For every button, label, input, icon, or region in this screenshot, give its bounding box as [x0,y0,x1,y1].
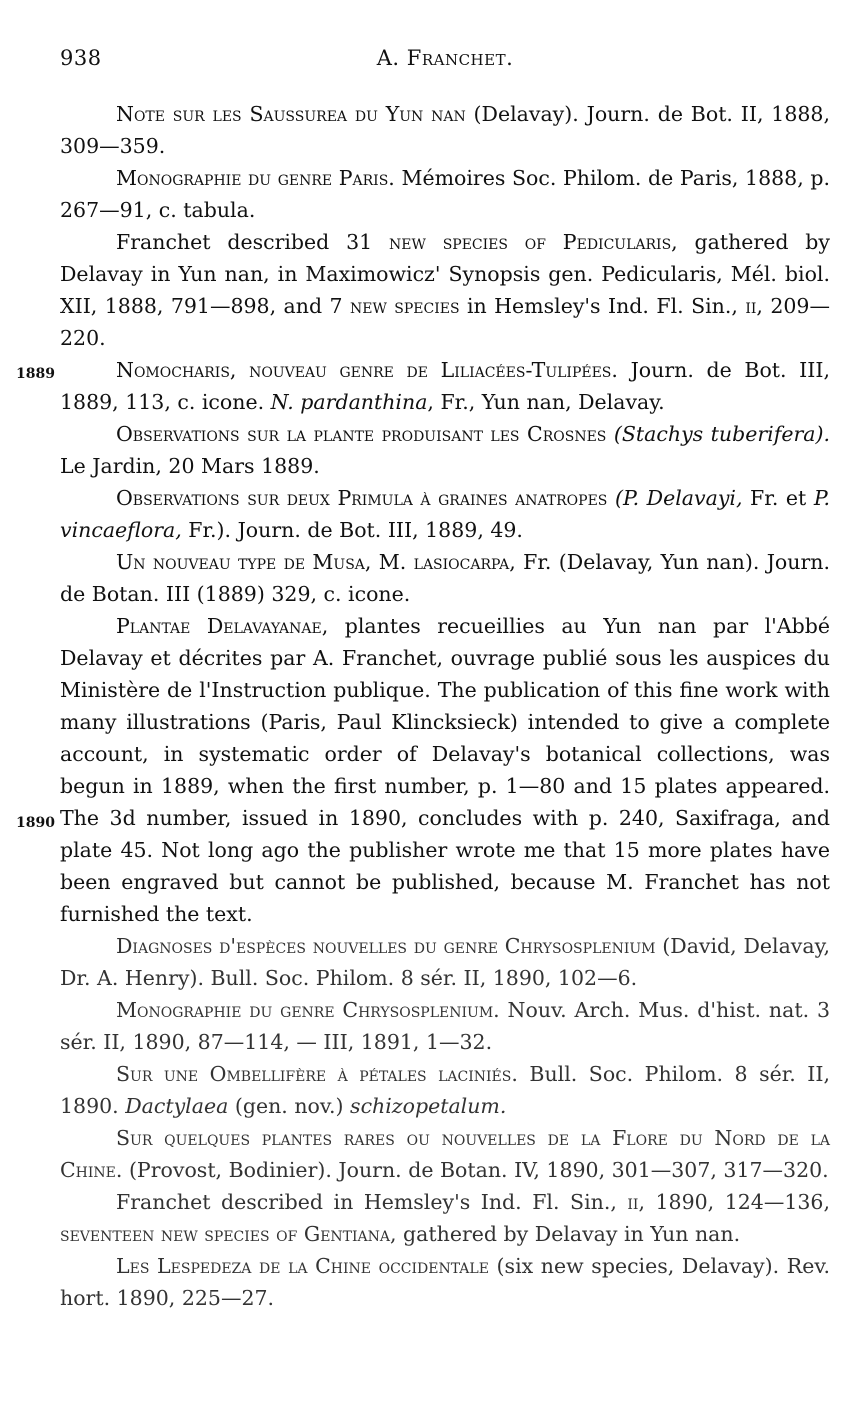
entry-citation: Nouv. Arch. Mus. d'hist. nat. 3 sér. II, 1890, 87—114, — III, 1891, 1—32. [60,998,831,1054]
entry-musa [60,546,830,610]
entry-species: Dactylaea [125,1094,229,1118]
entry-volume: ii [627,1190,639,1214]
entry-title: seventeen new species of Gentiana [60,1222,391,1246]
entry-citation: (Delavay). Journ. de Bot. II, 1888, 309—359. [60,102,830,158]
entry-title: Les Lespedeza de la Chine occidentale [116,1254,489,1278]
entry-citation: Fr. et [742,486,814,510]
entry-title: Observations sur deux Primula à graines anatropes [116,486,608,510]
entry-title: Observations sur la plante produisant les Crosnes [116,422,607,446]
entry-species: schizopetalum. [350,1094,507,1118]
entry-title: Nomocharis, nouveau genre de Liliacées-Tulipées. [116,358,618,382]
entry-paris [60,162,830,226]
entry-citation: (gen. nov.) [228,1094,351,1118]
entry-citation: Fr. (Delavay, Yun nan). Journ. de Botan. III (1889) 329, c. icone. [60,550,830,606]
entry-citation: Fr.). Journ. de Bot. III, 1889, 49. [181,518,523,542]
bibliography-list [60,98,830,1314]
entry-citation: , 209—220. [60,294,830,350]
entry-chrysosplenium-monographie [60,994,830,1058]
entry-citation: plantes recueillies au Yun nan par l'Abbé Delavay et décrites par A. Franchet, ouvrage publié sous les auspices du Ministère de l'Instruction publique. The publication of this fine work with many illustrations (Paris, Paul Klincksieck) intended to give a complete account, in systematic order of Delavay's botanical collections, was begun in 1889, when the first number, p. 1—80 and 15 plates appeared. The 3d number, issued in 1890, concludes with p. 240, Saxifraga, and plate 45. Not long ago the publisher wrote me that 15 more plates have been engraved but cannot be published, because M. Franchet has not furnished the text. [60,614,830,926]
entry-text: Franchet described in Hemsley's Ind. Fl. Sin., [116,1190,628,1214]
entry-nomocharis [60,354,830,418]
entry-title: Sur une Ombellifère à pétales laciniés. [116,1062,518,1086]
entry-chrysosplenium-diagnoses [60,930,830,994]
entry-citation: (Provost, Bodinier). Journ. de Botan. IV, 1890, 301—307, 317—320. [122,1158,829,1182]
entry-title: Diagnoses d'espèces nouvelles du genre Chrysosplenium [116,934,656,958]
entry-title: Monographie du genre Paris. [116,166,395,190]
entry-species: (Stachys tuberifera). [606,422,830,446]
entry-ombellifere [60,1058,830,1122]
entry-title: Monographie du genre Chrysosplenium. [116,998,500,1022]
entry-plantae-delavayanae [60,610,830,930]
entry-volume: ii [745,294,757,318]
entry-citation: , gathered by Delavay in Yun nan, in Maximowicz' Synopsis gen. Pedicularis, Mél. biol. XII, 1888, 791—898, and 7 [60,230,830,318]
entry-saussurea [60,98,830,162]
margin-year-1890: 1890 [16,815,55,831]
entry-citation: in Hemsley's Ind. Fl. Sin., [459,294,746,318]
entry-gentiana [60,1186,830,1250]
entry-species: N. pardanthina [270,390,428,414]
entry-title: Sur quelques plantes rares ou nouvelles de la Flore du Nord de la Chine. [60,1126,830,1182]
entry-citation: Journ. de Bot. III, 1889, 113, c. icone. [60,358,830,414]
entry-citation: Bull. Soc. Philom. 8 sér. II, 1890. [60,1062,831,1118]
entry-title: Un nouveau type de Musa, M. lasiocarpa, [116,550,516,574]
entry-title: Note sur les Saussurea du Yun nan [116,102,466,126]
page-header [60,46,830,76]
entry-title: new species [349,294,460,318]
entry-citation: (six new species, Delavay). Rev. hort. 1890, 225—27. [60,1254,830,1310]
entry-primula [60,482,830,546]
running-title: A. Franchet. [376,46,514,70]
entry-pedicularis [60,226,830,354]
entry-species: (P. Delavayi, [607,486,743,510]
entry-citation: Le Jardin, 20 Mars 1889. [60,454,320,478]
entry-citation: , 1890, 124—136, [638,1190,830,1214]
entry-text: Franchet described 31 [116,230,390,254]
entry-species: P. vincaeflora, [60,486,830,542]
entry-citation: Mémoires Soc. Philom. de Paris, 1888, p. 267—91, c. tabula. [60,166,830,222]
entry-citation: (David, Delavay, Dr. A. Henry). Bull. Soc. Philom. 8 sér. II, 1890, 102—6. [60,934,830,990]
entry-citation: , Fr., Yun nan, Delavay. [427,390,665,414]
entry-citation: , gathered by Delavay in Yun nan. [390,1222,741,1246]
page-number: 938 [60,46,102,70]
entry-crosnes [60,418,830,482]
entry-title: Plantae Delavayanae, [116,614,329,638]
entry-lespedeza [60,1250,830,1314]
margin-year-1889: 1889 [16,366,55,382]
entry-title: new species of Pedicularis [389,230,672,254]
entry-flore-nord-chine [60,1122,830,1186]
